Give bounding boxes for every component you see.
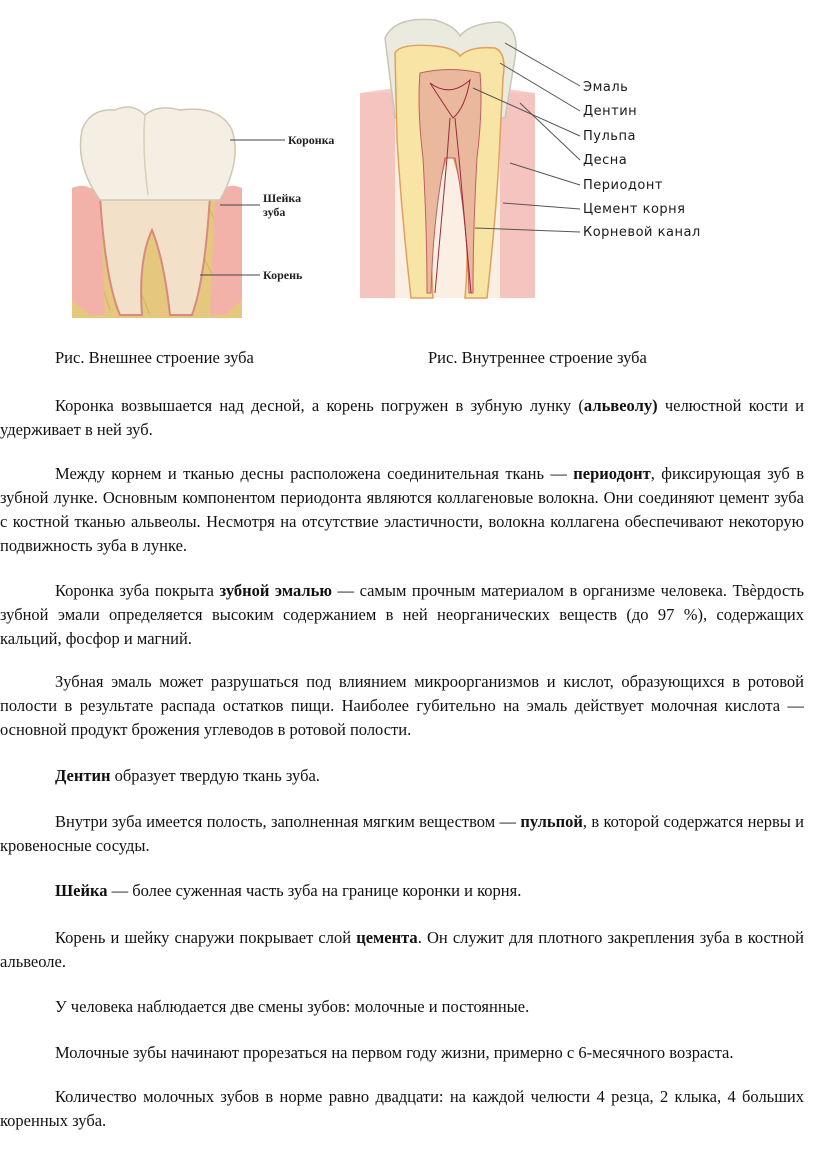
cement-label: Цемент корня [583, 202, 686, 217]
paragraph-pulp: Внутри зуба имеется полость, заполненная мягким веществом — пульпой, в которой содержатся нервы и кровеносные сосуды. [0, 812, 804, 855]
internal-figure-caption: Рис. Внутреннее строение зуба [428, 348, 647, 367]
paragraph-dentin: Дентин образует твердую ткань зуба. [55, 766, 320, 785]
paragraph-milk-teeth-eruption: Молочные зубы начинают прорезаться на первом году жизни, примерно с 6-месячного возраста. [55, 1043, 734, 1062]
paragraph-teeth-changes: У человека наблюдается две смены зубов: молочные и постоянные. [55, 997, 530, 1016]
tooth-crown [80, 107, 235, 200]
paragraph-cement: Корень и шейку снаружи покрывает слой цемента. Он служит для плотного закрепления зуба в костной альвеоле. [0, 928, 805, 971]
tooth-internal-structure-figure [355, 8, 755, 308]
gum-right [500, 88, 535, 298]
neck-label-line1: Шейка [263, 191, 302, 205]
paragraph-enamel: Коронка зуба покрыта зубной эмалью — самым прочным материалом в организме человека. Твѐрдость зубной эмали определяется высоким содержанием в ней неорганических веществ (до 97 %), содержащих кальций, фосфор и магний. [0, 581, 804, 648]
paragraph-enamel-destruction: Зубная эмаль может разрушаться под влиянием микроорганизмов и кислот, образующихся в ротовой полости в результате распада остатков пищи. Наиболее губительно на эмаль действует молочная кислота — основной продукт брожения углеводов в ротовой полости. [0, 672, 804, 739]
gum-left [360, 88, 395, 298]
paragraph-crown-root: Коронка возвышается над десной, а корень погружен в зубную лунку (альвеолу) челюстной кости и удерживает в ней зуб. [0, 396, 804, 439]
paragraph-milk-teeth-count: Количество молочных зубов в норме равно двадцати: на каждой челюсти 4 резца, 2 клыка, 4 больших коренных зуба. [0, 1087, 804, 1130]
neck-label-line2: зуба [263, 205, 286, 219]
crown-label: Коронка [288, 133, 335, 147]
enamel-label: Эмаль [583, 80, 629, 95]
root-label: Корень [263, 268, 303, 282]
paragraph-neck: Шейка — более суженная часть зуба на границе коронки и корня. [55, 881, 522, 900]
external-figure-caption: Рис. Внешнее строение зуба [55, 348, 254, 367]
pulp-label: Пульпа [583, 129, 636, 144]
paragraph-periodont: Между корнем и тканью десны расположена соединительная ткань — периодонт, фиксирующая зуб в зубной лунке. Основным компонентом периодонта являются коллагеновые волокна. Они соединяют цемент зуба с костной тканью альвеолы. Несмотря на отсутствие эластичности, волокна коллагена обеспечивают некоторую подвижность зуба в лунке. [0, 464, 804, 555]
root-canal-label: Корневой канал [583, 225, 701, 240]
dentin-label: Дентин [583, 104, 638, 119]
gum-label: Десна [583, 153, 628, 168]
periodont-label: Периодонт [583, 178, 663, 193]
tooth-external-structure-figure [60, 100, 360, 330]
